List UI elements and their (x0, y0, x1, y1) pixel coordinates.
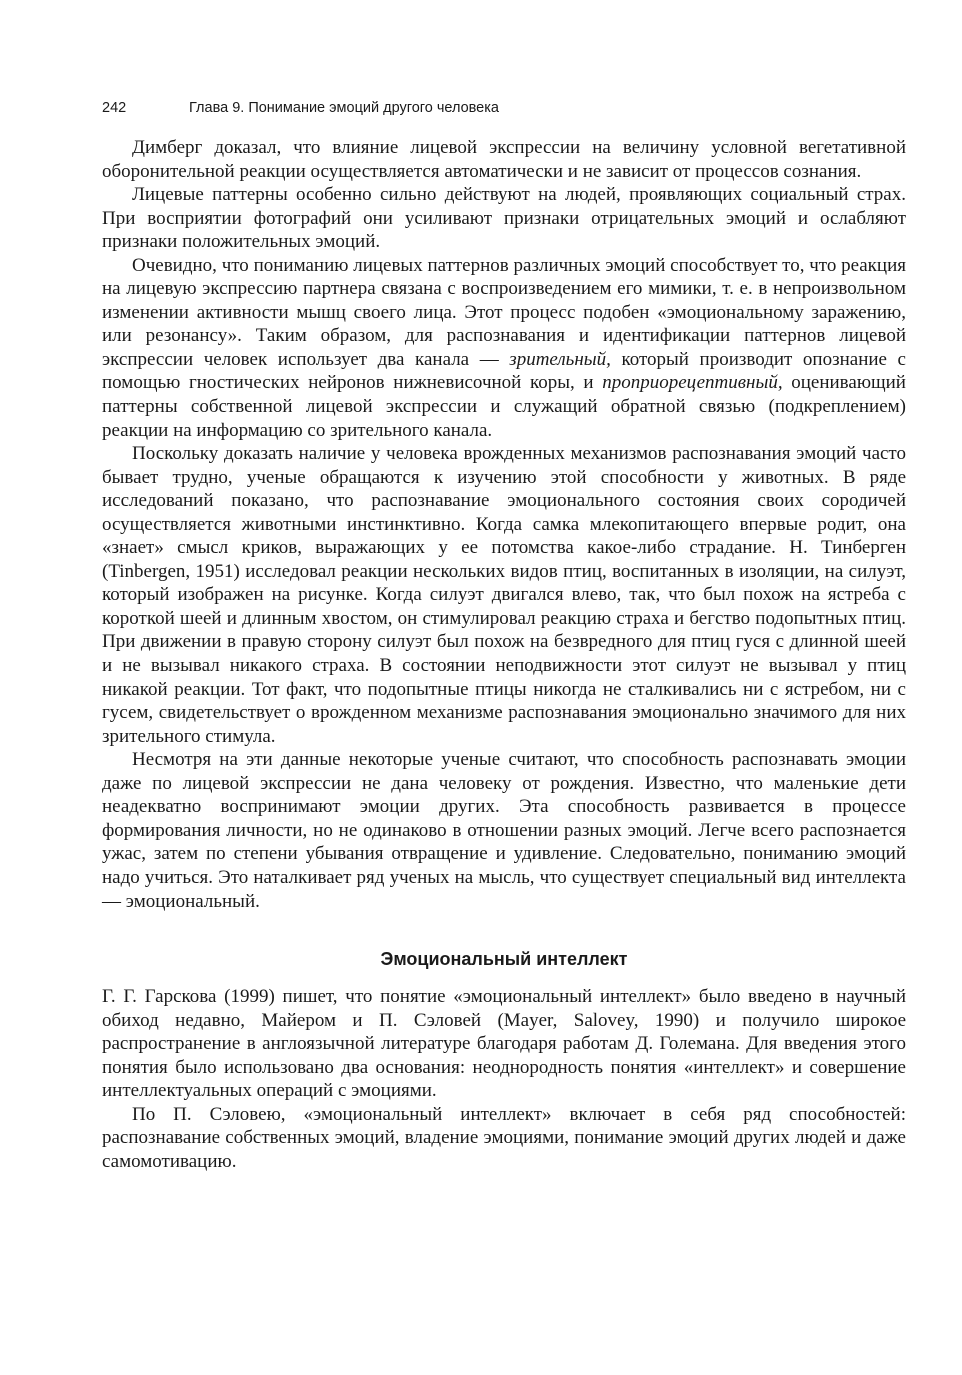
paragraph (102, 254, 906, 442)
running-head (102, 98, 906, 118)
section-body-text (102, 985, 906, 1173)
page-number: 242 (102, 100, 127, 116)
paragraph-text: Поскольку доказать наличие у человека врожденных механизмов распознавания эмоций часто бывает трудно, ученые обращаются к изучению этой способности у животных. В ряде исследований показано, что распознавание эмоционального состояния своих сородичей осуществляется животными инстинктивно. Когда самка млекопитающего впервые родит, она «знает» смысл криков, выражающих у ее потомства какое-либо страдание. Н. Тинберген (Tinbergen, 1951) исследовал реакции нескольких видов птиц, воспитанных в изоляции, на силуэт, который изображен на рисунке. Когда силуэт двигался влево, так, что был похож на ястреба с короткой шеей и длинным хвостом, он стимулировал реакцию страха и бегство подопытных птиц. При движении в правую сторону силуэт был похож на безвредного для птиц гуся с длинной шеей и не вызывал никакого страха. В состоянии неподвижности этот силуэт не вызывал у птиц никакой реакции. Тот факт, что подопытные птицы никогда не сталкивались ни с ястребом, ни с гусем, свидетельствует о врожденном механизме распознавания эмоционально значимого для них зрительного стимула. (102, 443, 906, 747)
paragraph-text: Очевидно, что пониманию лицевых паттернов различных эмоций способствует то, что реакция на лицевую экспрессию партнера связана с воспроизведением его мимики, т. е. в непроизвольном изменении активности мышц своего лица. Этот процесс подобен «эмоциональному заражению, или резонансу». Таким образом, для распознавания и идентификации паттернов лицевой экспрессии человек использует два канала — (102, 254, 906, 370)
section-heading: Эмоциональный интеллект (380, 949, 628, 970)
paragraph (102, 442, 906, 748)
paragraph-text: который производит опознание с помощью гностических нейронов нижневисочной коры, и (102, 348, 906, 394)
paragraph (102, 136, 906, 183)
paragraph (102, 183, 906, 254)
italic-term: зрительный, (509, 348, 611, 370)
paragraph-text: По П. Сэловею, «эмоциональный интеллект» включает в себя ряд способностей: распознавание собственных эмоций, владение эмоциями, понимание эмоций других людей и даже самомотивацию. (102, 1103, 906, 1172)
paragraph (102, 748, 906, 913)
paragraph-text: оценивающий паттерны собственной лицевой экспрессии и служащий обратной связью (подкреплением) реакции на информацию со зрительного канала. (102, 372, 906, 441)
chapter-title: Глава 9. Понимание эмоций другого человека (189, 100, 499, 116)
paragraph-text: Несмотря на эти данные некоторые ученые считают, что способность распознавать эмоции даже по лицевой экспрессии не дана человеку от рождения. Известно, что маленькие дети неадекватно воспринимают эмоции других. Эта способность развивается в процессе формирования личности, но не одинаково в отношении разных эмоций. Легче всего распознается ужас, затем по степени убывания отвращение и удивление. Следовательно, пониманию эмоций надо учиться. Это наталкивает ряд ученых на мысль, что существует специальный вид интеллекта — эмоциональный. (102, 749, 906, 912)
body-text (102, 136, 906, 913)
paragraph (102, 985, 906, 1103)
paragraph-text: Димберг доказал, что влияние лицевой экспрессии на величину условной вегетативной оборонительной реакции осуществляется автоматически и не зависит от процессов сознания. (102, 137, 906, 182)
paragraph-text: Г. Г. Гарскова (1999) пишет, что понятие «эмоциональный интеллект» было введено в научный обиход недавно, Майером и П. Сэловей (Mayer, Salovey, 1990) и получило широкое распространение в англоязычной литературе благодаря работам Д. Големана. Для введения этого понятия было использовано два основания: неоднородность понятия «интеллект» и совершение интеллектуальных операций с эмоциями. (102, 986, 906, 1102)
paragraph-text: Лицевые паттерны особенно сильно действуют на людей, проявляющих социальный страх. При восприятии фотографий они усиливают признаки отрицательных эмоций и ослабляют признаки положительных эмоций. (102, 184, 906, 253)
italic-term: проприорецептивный, (602, 372, 783, 394)
paragraph (102, 1103, 906, 1174)
book-page (102, 98, 906, 1173)
